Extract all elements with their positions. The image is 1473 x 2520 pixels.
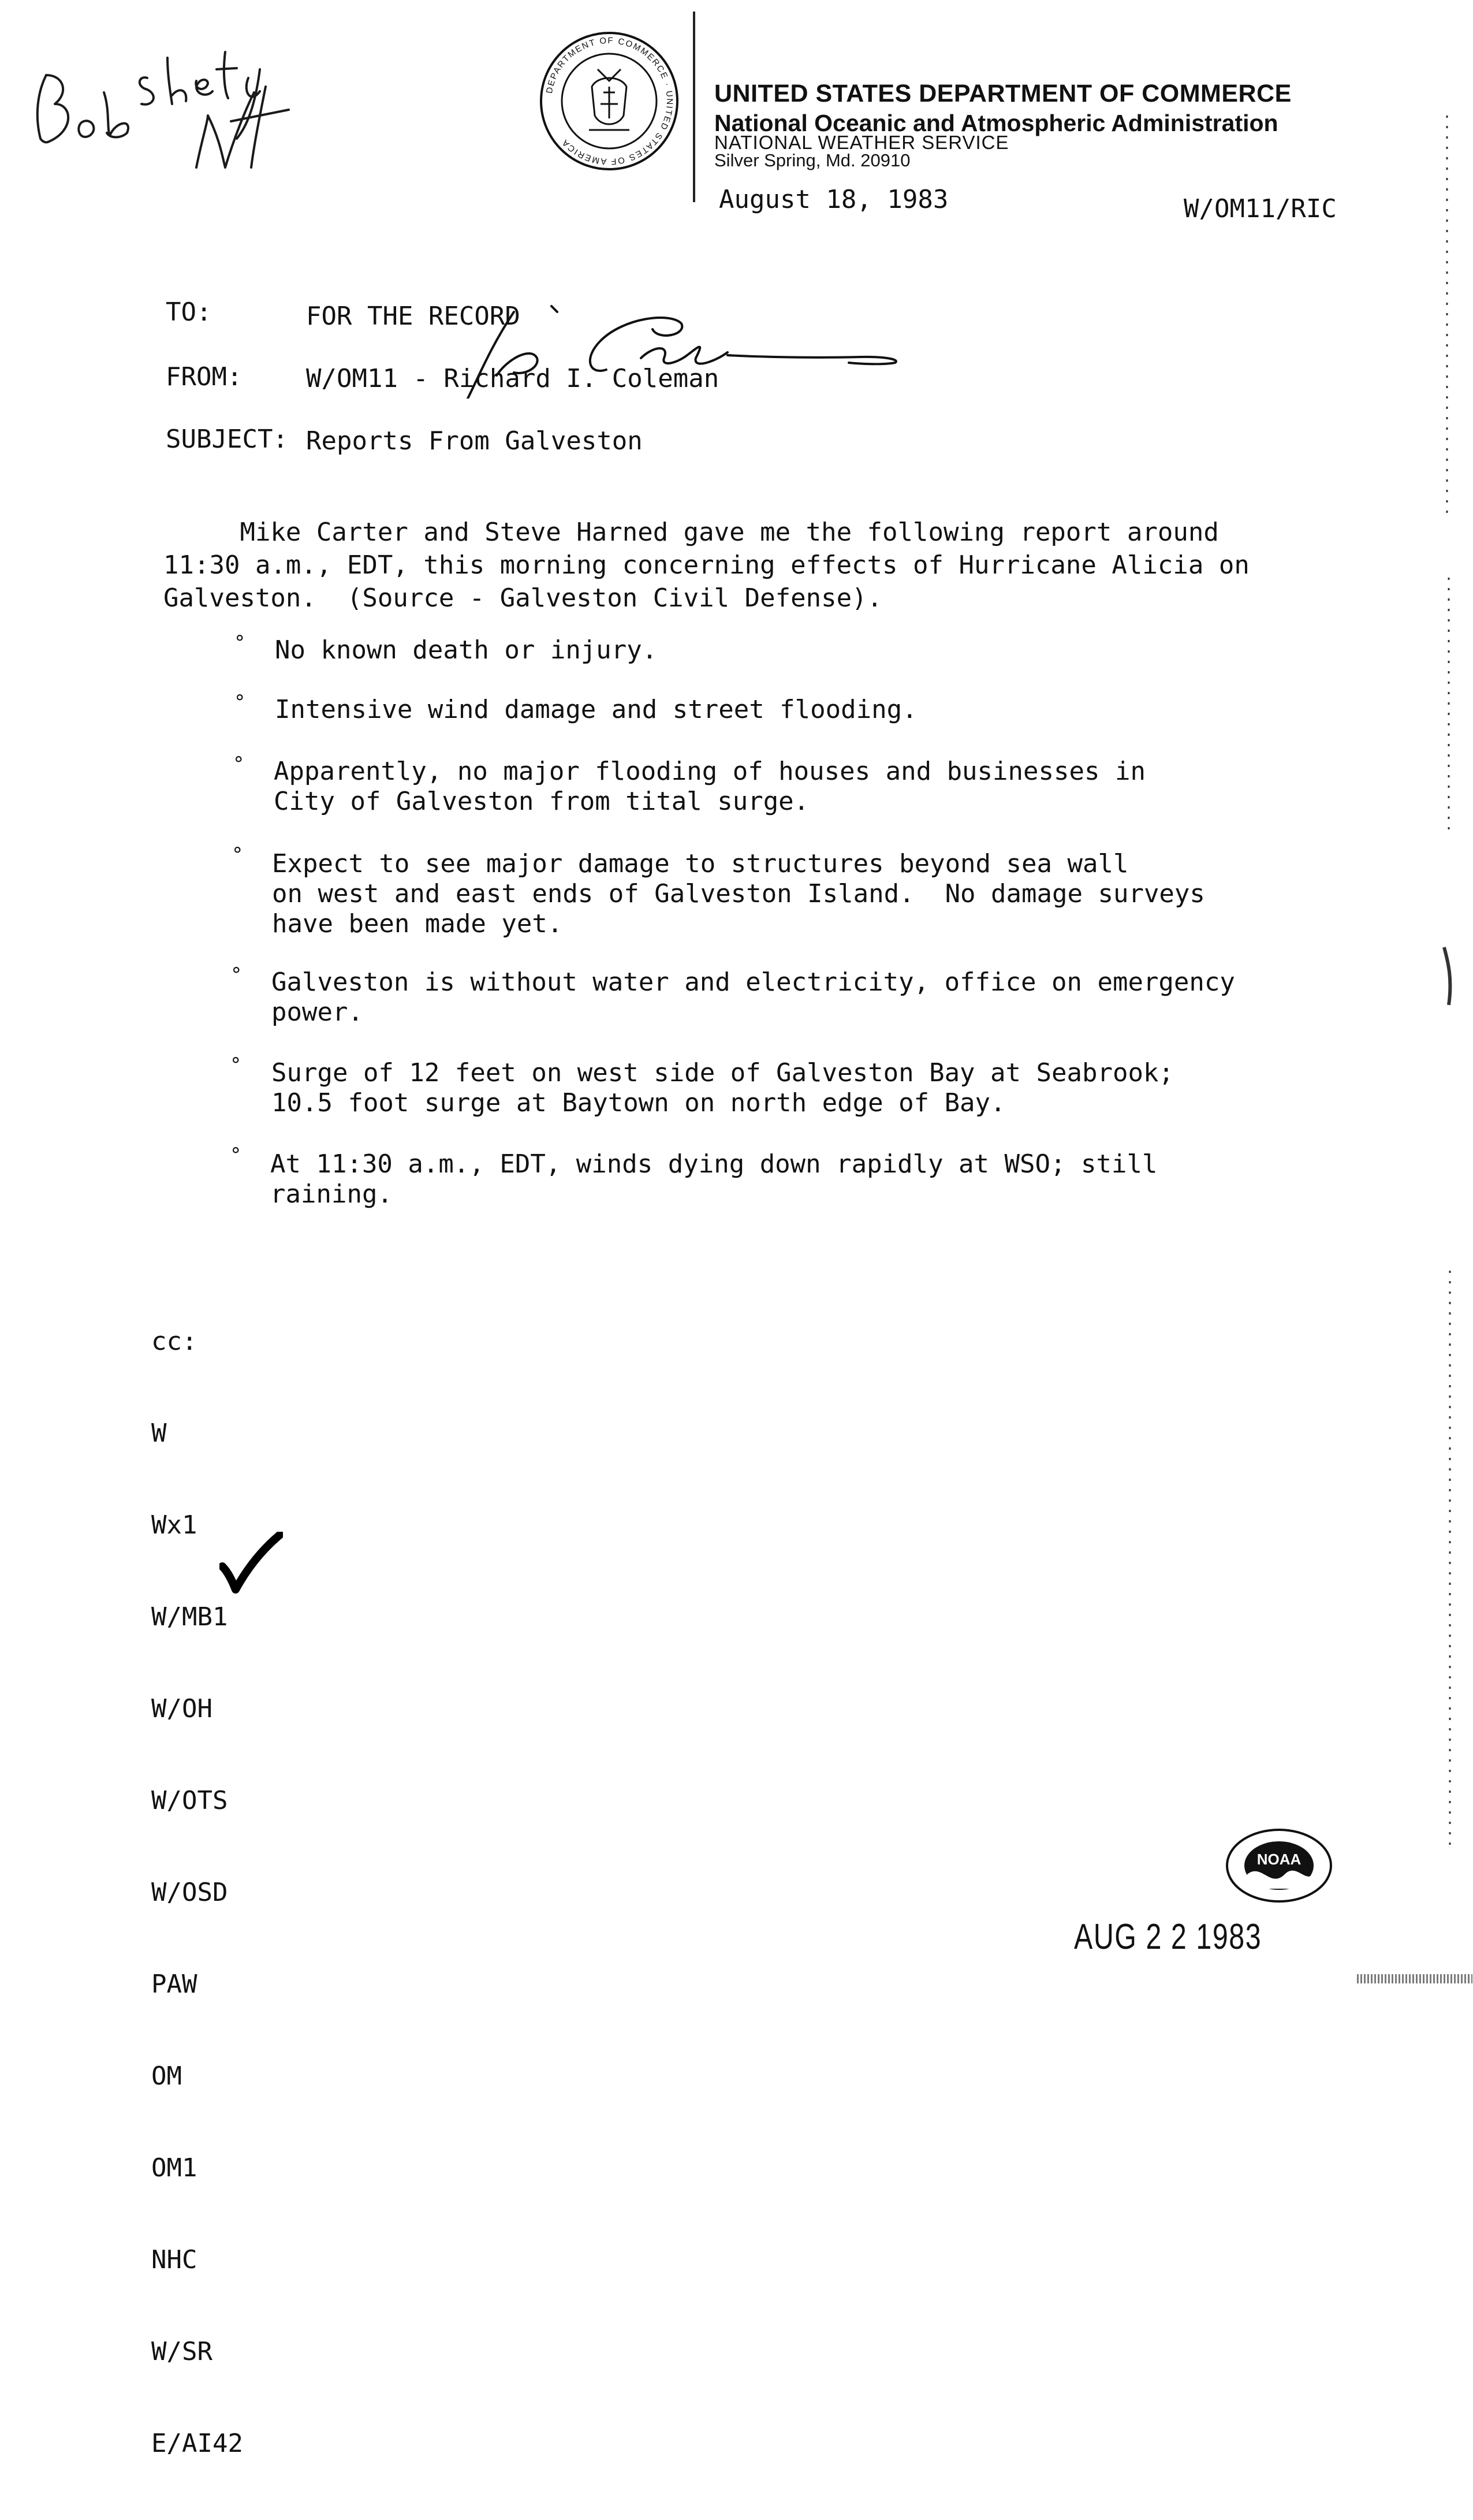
cc-recipient: W/MB1 [151,1602,228,1632]
bullet-item: Apparently, no major flooding of houses and businesses in City of Galveston from tital surge. [274,757,1146,816]
received-stamp: AUG 2 2 1983 [1074,1917,1262,1957]
letterhead-service: NATIONAL WEATHER SERVICE [714,132,1009,153]
from-value: W/OM11 - Richard I. Coleman [306,364,719,393]
cc-recipient: W/OSD [151,1878,228,1907]
memo-reference: W/OM11/RIC [1184,194,1337,224]
bullet-item: Expect to see major damage to structures beyond sea wall on west and east ends of Galveston Island. No damage surveys have been made yet. [272,849,1205,939]
subject-value: Reports From Galveston [306,426,643,456]
bullet-marker: ° [230,963,243,987]
handwritten-note [23,23,300,173]
noaa-logo-icon [1207,1819,1351,1906]
letterhead-address: Silver Spring, Md. 20910 [714,150,911,170]
cc-list [151,1265,243,2520]
to-label: TO: [166,297,212,327]
from-label: FROM: [166,362,243,392]
bullet-marker: ° [234,691,246,714]
cc-recipient: Wx1 [151,1510,197,1540]
subject-label: SUBJECT: [166,425,288,454]
bullet-marker: ° [230,1054,242,1077]
cc-recipient: W [151,1419,167,1448]
cc-recipient: PAW [151,1970,197,1999]
bullet-marker: ° [234,631,246,654]
cc-recipient: E/AI42 [151,2429,243,2458]
letterhead-administration: National Oceanic and Atmospheric Administration [714,110,1278,136]
bullet-item: No known death or injury. [275,635,658,665]
commerce-seal-icon [537,29,681,173]
bullet-marker: ° [233,753,245,776]
to-value: FOR THE RECORD [306,301,520,331]
signature [456,289,941,399]
cc-label: cc: [151,1327,197,1356]
bullet-item: At 11:30 a.m., EDT, winds dying down rapidly at WSO; still raining. [270,1149,1158,1209]
bullet-marker: ° [232,843,244,866]
scan-bottom-edge [1357,1974,1472,1983]
intro-paragraph: Mike Carter and Steve Harned gave me the following report around 11:30 a.m., EDT, this morning concerning effects of Hurricane Alicia on Galveston. (Source - Galveston Civil Defense). [163,518,1250,613]
bullet-item: Galveston is without water and electricity, office on emergency power. [271,967,1235,1027]
cc-recipient: NHC [151,2245,197,2275]
letterhead-department: UNITED STATES DEPARTMENT OF COMMERCE [714,80,1292,107]
cc-recipient: OM1 [151,2153,197,2183]
cc-recipient: W/OH [151,1694,212,1724]
noaa-logo-text: NOAA [1256,1851,1302,1868]
scan-edge-marks [1421,0,1473,1983]
checkmark-icon [219,1532,283,1595]
cc-recipient: W/SR [151,2337,212,2366]
seal-text: DEPARTMENT OF COMMERCE · UNITED STATES OF AMERICA [544,35,675,167]
cc-recipient: W/OTS [151,1786,228,1815]
bullet-item: Surge of 12 feet on west side of Galveston Bay at Seabrook; 10.5 foot surge at Baytown on north edge of Bay. [271,1058,1174,1118]
bullet-item: Intensive wind damage and street flooding. [275,695,918,724]
letterhead-divider [693,12,695,202]
memo-date: August 18, 1983 [719,185,949,214]
cc-recipient: OM [151,2061,182,2091]
bullet-marker: ° [230,1144,242,1167]
